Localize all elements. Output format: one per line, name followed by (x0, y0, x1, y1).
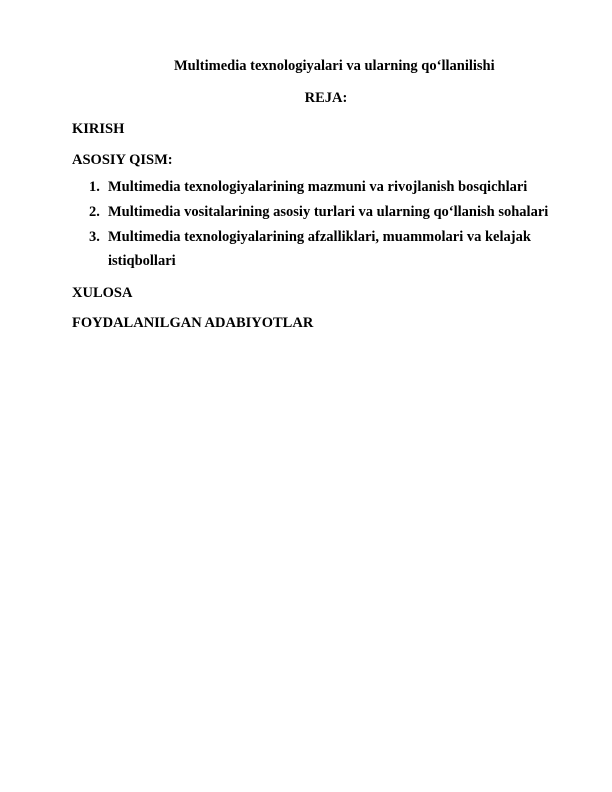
document-title: Multimedia texnologiyalari va ularning qo‘llanilishi (174, 58, 495, 74)
list-item-text: Multimedia texnologiyalarining afzalliklari, muammolari va kelajak (108, 229, 531, 245)
plan-heading: REJA: (304, 90, 348, 106)
list-item-continuation: istiqbollari (108, 253, 176, 269)
list-item (89, 228, 531, 246)
list-item (89, 178, 527, 196)
list-item-text: Multimedia vositalarining asosiy turlari va ularning qo‘llanish sohalari (108, 204, 549, 220)
section-main-part: ASOSIY QISM: (72, 152, 173, 168)
list-item-number: 2. (89, 204, 100, 220)
section-references: FOYDALANILGAN ADABIYOTLAR (72, 315, 314, 331)
list-item-number: 1. (89, 179, 100, 195)
list-item-text: Multimedia texnologiyalarining mazmuni va rivojlanish bosqichlari (108, 179, 528, 195)
list-item (89, 203, 548, 221)
list-item-number: 3. (89, 229, 100, 245)
section-intro: KIRISH (72, 121, 125, 137)
section-conclusion: XULOSA (72, 285, 133, 301)
